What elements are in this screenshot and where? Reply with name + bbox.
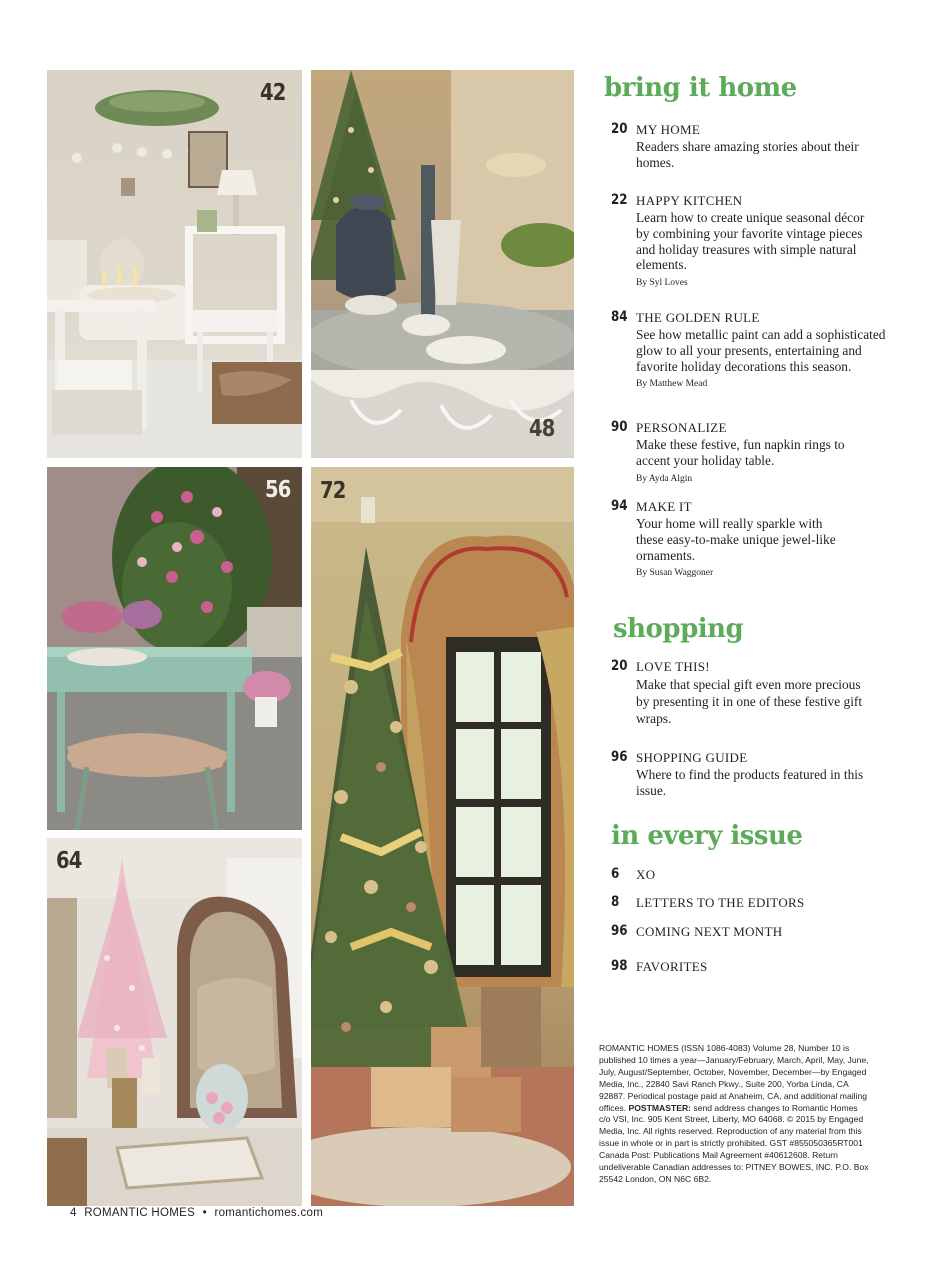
photo-christmas-tree-window-image <box>311 467 574 1206</box>
toc-page-number: 90 <box>611 419 628 435</box>
toc-byline: By Syl Loves <box>636 278 688 289</box>
photo-christmas-tree-window <box>311 467 574 1206</box>
toc-description: See how metallic paint can add a sophisticated glow to all your presents, entertaining and favorite holiday decorations this season. By Matthew Mead <box>636 327 886 393</box>
toc-title: FAVORITES <box>636 959 708 974</box>
toc-title: SHOPPING GUIDE <box>636 750 748 765</box>
toc-page-number: 96 <box>611 749 628 765</box>
page-footer <box>70 1207 327 1219</box>
toc-entry[interactable] <box>611 309 886 409</box>
postmaster-label: POSTMASTER: <box>628 1102 692 1113</box>
toc-description: Readers share amazing stories about their homes. <box>636 139 859 170</box>
toc-byline: By Ayda Algin <box>636 473 693 484</box>
toc-title: MAKE IT <box>636 499 692 514</box>
photo-roses-green-table <box>47 467 302 830</box>
photo-holiday-table-setting-image <box>311 70 574 458</box>
toc-page-number: 8 <box>611 894 620 910</box>
toc-page-number: 98 <box>611 958 628 974</box>
toc-page-number: 20 <box>611 121 628 137</box>
toc-description: Where to find the products featured in this issue. <box>636 767 864 798</box>
page-number-label: 64 <box>56 848 82 874</box>
page-number-label: 72 <box>320 478 346 504</box>
toc-entry[interactable] <box>611 923 881 941</box>
toc-page-number: 94 <box>611 498 628 514</box>
toc-title: PERSONALIZE <box>636 420 727 435</box>
footer-page-number: 4 <box>70 1207 77 1219</box>
toc-entry[interactable] <box>611 866 881 884</box>
photo-pink-tree-armchair-image <box>47 838 302 1206</box>
toc-page-number: 84 <box>611 309 628 325</box>
toc-entry[interactable] <box>611 894 881 912</box>
toc-byline: By Matthew Mead <box>636 379 708 390</box>
section-heading-in-every-issue: in every issue <box>611 821 803 851</box>
photo-white-cottage-room <box>47 70 302 458</box>
toc-description: Make that special gift even more precious by presenting it in one of these festive gift wraps. <box>636 677 863 726</box>
footer-separator: • <box>202 1207 207 1219</box>
section-heading-bring-it-home: bring it home <box>604 73 797 103</box>
toc-entry[interactable] <box>611 498 881 583</box>
toc-byline: By Susan Waggoner <box>636 568 714 579</box>
toc-description: Learn how to create unique seasonal décor by combining your favorite vintage pieces and holiday treasures with simple natural elements. By Syl Loves <box>636 210 881 292</box>
toc-page-number: 20 <box>611 658 628 674</box>
toc-title: HAPPY KITCHEN <box>636 193 743 208</box>
photo-roses-green-table-image <box>47 467 302 830</box>
toc-entry[interactable] <box>611 749 881 799</box>
toc-entry[interactable] <box>611 958 881 976</box>
toc-entry[interactable] <box>611 658 881 728</box>
toc-entry[interactable] <box>611 121 881 171</box>
photo-holiday-table-setting <box>311 70 574 458</box>
section-heading-shopping: shopping <box>613 614 744 644</box>
photo-pink-tree-armchair <box>47 838 302 1206</box>
toc-description: Make these festive, fun napkin rings to accent your holiday table. By Ayda Algin <box>636 437 881 487</box>
toc-title: COMING NEXT MONTH <box>636 924 783 939</box>
footer-website-link[interactable]: romantichomes.com <box>214 1207 324 1219</box>
page-number-label: 42 <box>260 80 286 106</box>
page-number-label: 48 <box>529 416 555 442</box>
toc-entry[interactable] <box>611 419 881 489</box>
toc-entry[interactable] <box>611 192 881 292</box>
toc-page-number: 6 <box>611 866 620 882</box>
footer-magazine-name: ROMANTIC HOMES <box>84 1207 196 1219</box>
toc-title: MY HOME <box>636 122 701 137</box>
toc-title: XO <box>636 867 656 882</box>
toc-title: LETTERS TO THE EDITORS <box>636 895 805 910</box>
toc-title: LOVE THIS! <box>636 659 710 674</box>
toc-title: THE GOLDEN RULE <box>636 310 760 325</box>
publication-legal-notice: ROMANTIC HOMES (ISSN 1086-4083) Volume 28, Number 10 is published 10 times a year—January/February, March, April, May, June, July, August/September, October, November, December—by Engaged Media, Inc., 22840 Savi Ranch Pkwy., Suite 200, Yorba Linda, CA 92887. Periodical postage paid at Anaheim, CA, and additional mailing offices. POSTMASTER: send address changes to Romantic Homes c/o VSI, Inc. 905 Kent Street, Liberty, MO 64068. © 2015 by Engaged Media, Inc. All rights reserved. Reproduction of any material from this issue in whole or in part is strictly prohibited. GST #855050365RT001 Canada Post: Publications Mail Agreement #40612608. Return undeliverable Canadian addresses to: PITNEY BOWES, INC. P.O. Box 25542 London, ON N6C 6B2. <box>599 1043 869 1184</box>
toc-description: Your home will really sparkle with these easy-to-make unique jewel-like ornaments. By Susan Waggoner <box>636 516 851 582</box>
photo-white-cottage-room-image <box>47 70 302 458</box>
toc-page-number: 96 <box>611 923 628 939</box>
page-number-label: 56 <box>265 477 291 503</box>
toc-page-number: 22 <box>611 192 628 208</box>
